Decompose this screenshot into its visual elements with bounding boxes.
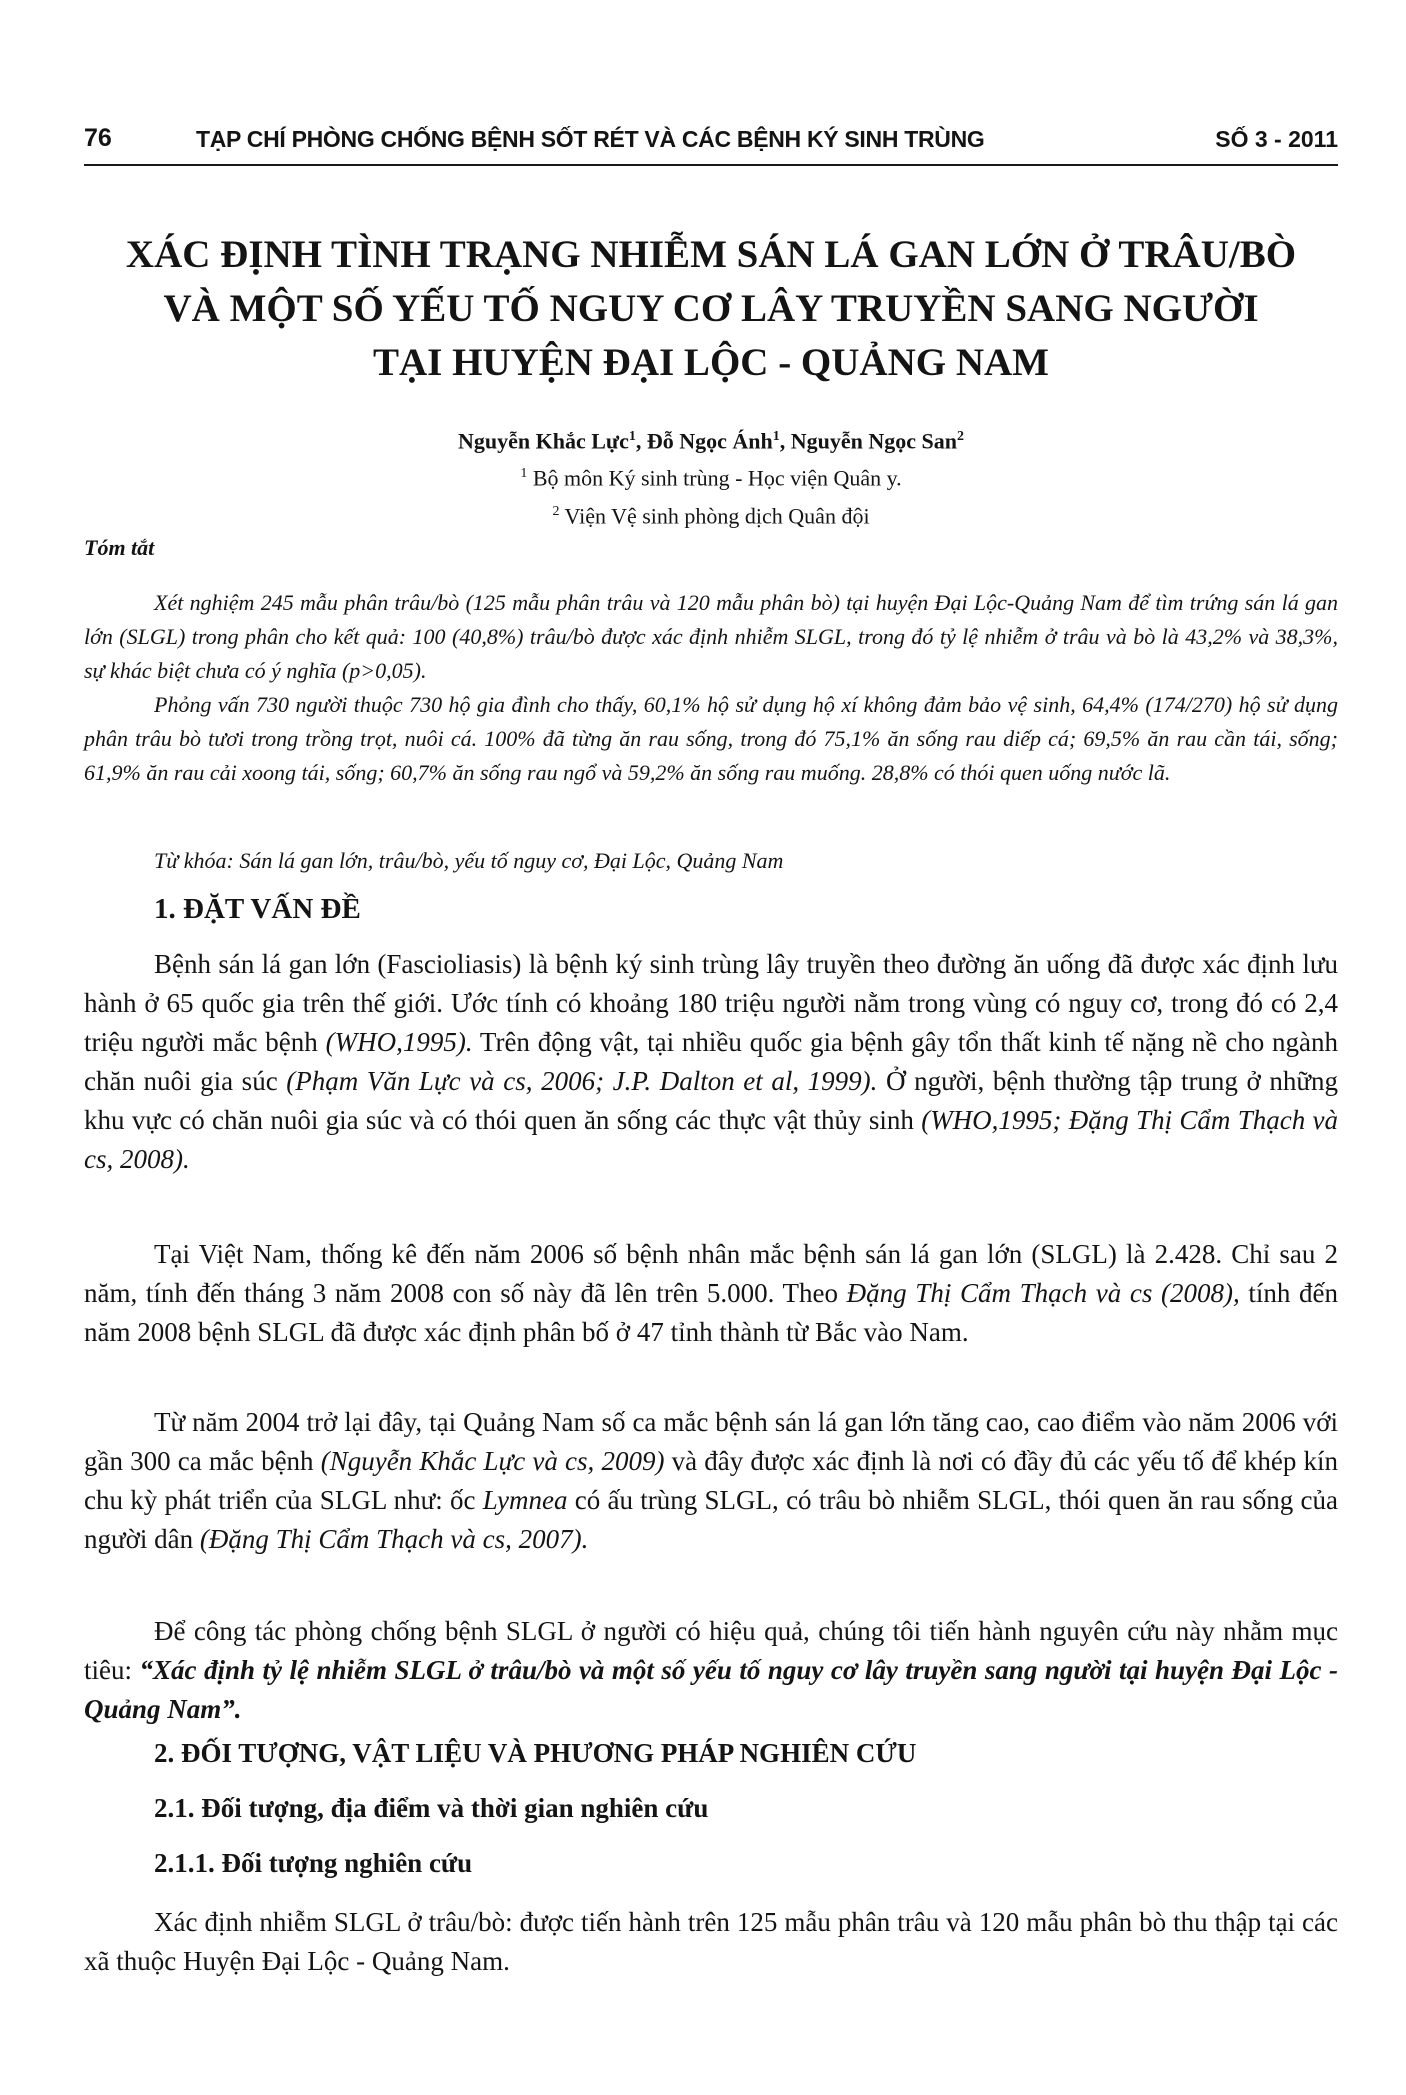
title-line-2: VÀ MỘT SỐ YẾU TỐ NGUY CƠ LÂY TRUYỀN SANG NGƯỜI — [163, 287, 1259, 330]
article-title — [84, 228, 1338, 390]
author-1: Nguyễn Khắc Lực — [457, 428, 629, 454]
affiliation-2: $^2$ Viện Vệ sinh phòng dịch Quân đội — [552, 502, 870, 528]
subsection-2-1-heading: 2.1. Đối tượng, địa điểm và thời gian nghiên cứu — [154, 1793, 709, 1823]
subsection-2-1-1-heading: 2.1.1. Đối tượng nghiên cứu — [154, 1848, 473, 1878]
page-number: 76 — [84, 124, 112, 152]
abstract-paragraph-2: Phỏng vấn 730 người thuộc 730 hộ gia đình cho thấy, 60,1% hộ sử dụng hộ xí không đảm bảo vệ sinh, 64,4% (174/270) hộ sử dụng phân trâu bò tươi trong trồng trọt, nuôi cá. 100% đã từng ăn rau sống, trong đó 75,1% ăn sống rau diếp cá; 69,5% ăn rau cần tái, sống; 61,9% ăn rau cải xoong tái, sống; 60,7% ăn sống rau ngổ và 59,2% ăn sống rau muống. 28,8% có thói quen uống nước lã. — [84, 692, 1338, 785]
keywords: Từ khóa: Sán lá gan lớn, trâu/bò, yếu tố nguy cơ, Đại Lộc, Quảng Nam — [154, 848, 784, 873]
section-2-heading: 2. ĐỐI TƯỢNG, VẬT LIỆU VÀ PHƯƠNG PHÁP NGHIÊN CỨU — [154, 1738, 917, 1768]
study-objective: “Xác định tỷ lệ nhiễm SLGL ở trâu/bò và một số yếu tố nguy cơ lây truyền sang người tại huyện Đại Lộc - Quảng Nam”. — [84, 1655, 1338, 1724]
abstract-label: Tóm tắt — [84, 535, 155, 560]
section-1-paragraph-1: Bệnh sán lá gan lớn (Fascioliasis) là bệnh ký sinh trùng lây truyền theo đường ăn uống đã được xác định lưu hành ở 65 quốc gia trên thế giới. Ước tính có khoảng 180 triệu người nằm trong vùng có nguy cơ, trong đó có 2,4 triệu người mắc bệnh (WHO,1995). Trên động vật, tại nhiều quốc gia bệnh gây tổn thất kinh tế nặng nề cho ngành chăn nuôi gia súc (Phạm Văn Lực và cs, 2006; J.P. Dalton et al, 1999). Ở người, bệnh thường tập trung ở những khu vực có chăn nuôi gia súc và có thói quen ăn sống các thực vật thủy sinh (WHO,1995; Đặng Thị Cẩm Thạch và cs, 2008). — [84, 949, 1338, 1174]
author-block — [84, 420, 1338, 532]
affiliation-1: $^1$ Bộ môn Ký sinh trùng - Học viện Quân y. — [520, 465, 902, 491]
author-3: Nguyễn Ngọc San — [790, 428, 958, 454]
section-1-paragraph-3: Từ năm 2004 trở lại đây, tại Quảng Nam số ca mắc bệnh sán lá gan lớn tăng cao, cao điểm vào năm 2006 với gần 300 ca mắc bệnh (Nguyễn Khắc Lực và cs, 2009) và đây được xác định là nơi có đầy đủ các yếu tố để khép kín chu kỳ phát triển của SLGL như: ốc Lymnea có ấu trùng SLGL, có trâu bò nhiễm SLGL, thói quen ăn rau sống của người dân (Đặng Thị Cẩm Thạch và cs, 2007). — [84, 1407, 1338, 1554]
section-1-paragraph-4: Để công tác phòng chống bệnh SLGL ở người có hiệu quả, chúng tôi tiến hành nguyên cứu này nhằm mục tiêu: “Xác định tỷ lệ nhiễm SLGL ở trâu/bò và một số yếu tố nguy cơ lây truyền sang người tại huyện Đại Lộc - Quảng Nam”. — [84, 1616, 1338, 1724]
author-2: Đỗ Ngọc Ánh — [646, 428, 773, 454]
abstract-paragraph-1: Xét nghiệm 245 mẫu phân trâu/bò (125 mẫu phân trâu và 120 mẫu phân bò) tại huyện Đại Lộc-Quảng Nam để tìm trứng sán lá gan lớn (SLGL) trong phân cho kết quả: 100 (40,8%) trâu/bò được xác định nhiễm SLGL, trong đó tỷ lệ nhiễm ở trâu và bò là 43,2% và 38,3%, sự khác biệt chưa có ý nghĩa (p>0,05). — [84, 590, 1338, 683]
section-1-paragraph-2: Tại Việt Nam, thống kê đến năm 2006 số bệnh nhân mắc bệnh sán lá gan lớn (SLGL) là 2.428. Chỉ sau 2 năm, tính đến tháng 3 năm 2008 con số này đã lên trên 5.000. Theo Đặng Thị Cẩm Thạch và cs (2008), tính đến năm 2008 bệnh SLGL đã được xác định phân bố ở 47 tỉnh thành từ Bắc vào Nam. — [84, 1239, 1338, 1347]
section-2-paragraph-1: Xác định nhiễm SLGL ở trâu/bò: được tiến hành trên 125 mẫu phân trâu và 120 mẫu phân bò thu thập tại các xã thuộc Huyện Đại Lộc - Quảng Nam. — [84, 1907, 1338, 1976]
author-names: Nguyễn Khắc Lực$^1$, Đỗ Ngọc Ánh$^1$, Nguyễn Ngọc San$^2$ — [457, 428, 965, 454]
issue-number: SỐ 3 - 2011 — [1215, 126, 1338, 152]
running-header — [84, 120, 1338, 166]
title-line-1: XÁC ĐỊNH TÌNH TRẠNG NHIỄM SÁN LÁ GAN LỚN Ở TRÂU/BÒ — [125, 233, 1297, 276]
section-1-heading: 1. ĐẶT VẤN ĐỀ — [154, 893, 361, 925]
journal-name: TẠP CHÍ PHÒNG CHỐNG BỆNH SỐT RÉT VÀ CÁC BỆNH KÝ SINH TRÙNG — [196, 126, 985, 152]
title-line-3: TẠI HUYỆN ĐẠI LỘC - QUẢNG NAM — [372, 341, 1049, 384]
